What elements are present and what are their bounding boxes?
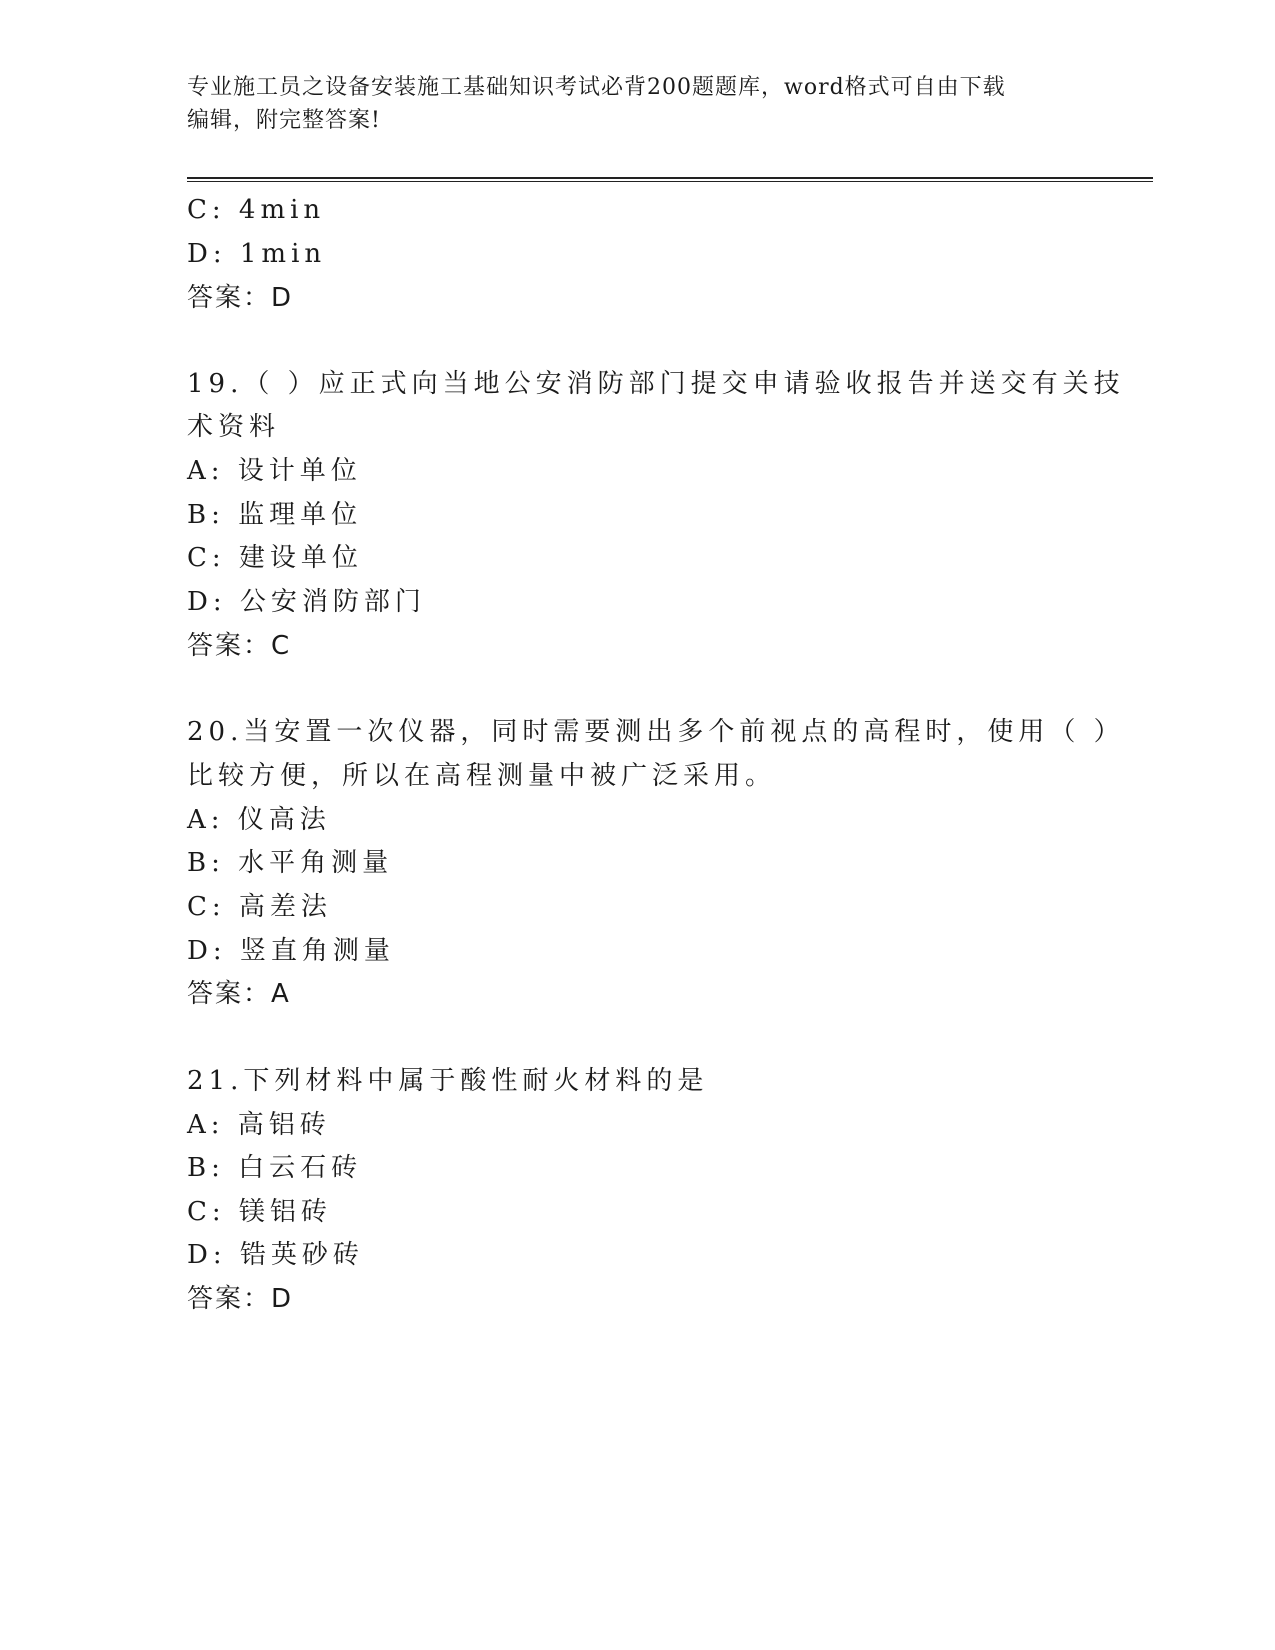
question-20-stem-line-1: 20.当安置一次仪器，同时需要测出多个前视点的高程时，使用（ ） [187,717,1125,747]
header-rule-bottom [187,181,1153,182]
question-20-option-b: B: 水平角测量 [187,848,394,878]
document-title-line-1: 专业施工员之设备安装施工基础知识考试必背200题题库，word格式可自由下载 [187,75,1006,100]
question-20-option-d: D: 竖直角测量 [187,936,395,966]
question-19-stem-line-1: 19.（ ）应正式向当地公安消防部门提交申请验收报告并送交有关技 [187,369,1125,399]
answer: 答案：D [187,283,294,313]
option-c: C: 4min [187,195,326,225]
question-20-option-c: C: 高差法 [187,892,332,922]
question-20-stem-line-2: 比较方便，所以在高程测量中被广泛采用。 [187,761,777,791]
question-19-stem-line-2: 术资料 [187,412,281,442]
question-21-option-c: C: 镁铝砖 [187,1197,332,1227]
document-title-line-2: 编辑，附完整答案! [187,108,381,133]
option-d: D: 1min [187,239,327,269]
question-19-option-c: C: 建设单位 [187,543,363,573]
question-21-answer: 答案：D [187,1284,294,1314]
question-19-answer: 答案：C [187,631,292,661]
question-21-option-d: D: 锆英砂砖 [187,1240,364,1270]
question-21-option-b: B: 白云石砖 [187,1153,363,1183]
question-20-option-a: A: 仪高法 [187,805,331,835]
question-19-option-a: A: 设计单位 [187,456,362,486]
question-21-option-a: A: 高铝砖 [187,1110,331,1140]
question-20-answer: 答案：A [187,979,291,1009]
question-19-option-d: D: 公安消防部门 [187,587,426,617]
question-21-stem: 21.下列材料中属于酸性耐火材料的是 [187,1066,709,1096]
header-rule-top [187,177,1153,179]
question-19-option-b: B: 监理单位 [187,500,363,530]
